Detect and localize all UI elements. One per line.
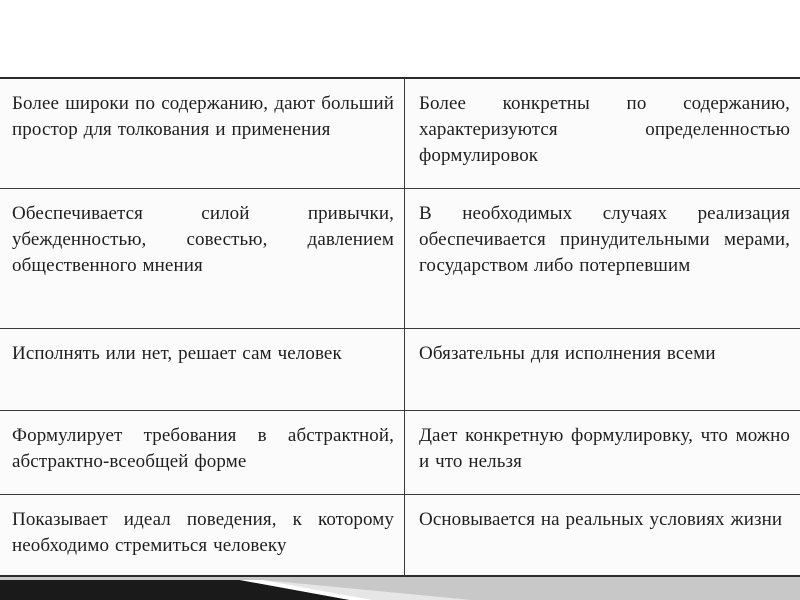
table-cell-left: Более широки по содержанию, дают больший простор для толкования и применения (0, 79, 405, 188)
table-cell-left: Обеспечивается силой привычки, убежденностью, совестью, давлением общественного мнения (0, 189, 405, 328)
table-cell-right: Более конкретны по содержанию, характеризуются определенностью формулировок (419, 93, 790, 166)
table-row (0, 79, 800, 189)
table-row (0, 495, 800, 577)
table-row (0, 189, 800, 329)
table-cell-right: Основывается на реальных условиях жизни (419, 509, 783, 530)
table-cell-left: Показывает идеал поведения, к которому необходимо стремиться человеку (0, 495, 405, 577)
table-row (0, 329, 800, 411)
decorative-slope-band (0, 577, 800, 600)
table-cell-left: Формулирует требования в абстрактной, абстрактно-всеобщей форме (0, 411, 405, 494)
table-cell-right: Дает конкретную формулировку, что можно и что нельзя (419, 425, 790, 472)
comparison-table (0, 77, 800, 577)
table-row (0, 411, 800, 495)
table-cell-left: Исполнять или нет, решает сам человек (0, 329, 405, 410)
table-cell-right: Обязательны для исполнения всеми (419, 343, 716, 364)
table-cell-right: В необходимых случаях реализация обеспечивается принудительными мерами, государством либо потерпевшим (419, 203, 790, 276)
